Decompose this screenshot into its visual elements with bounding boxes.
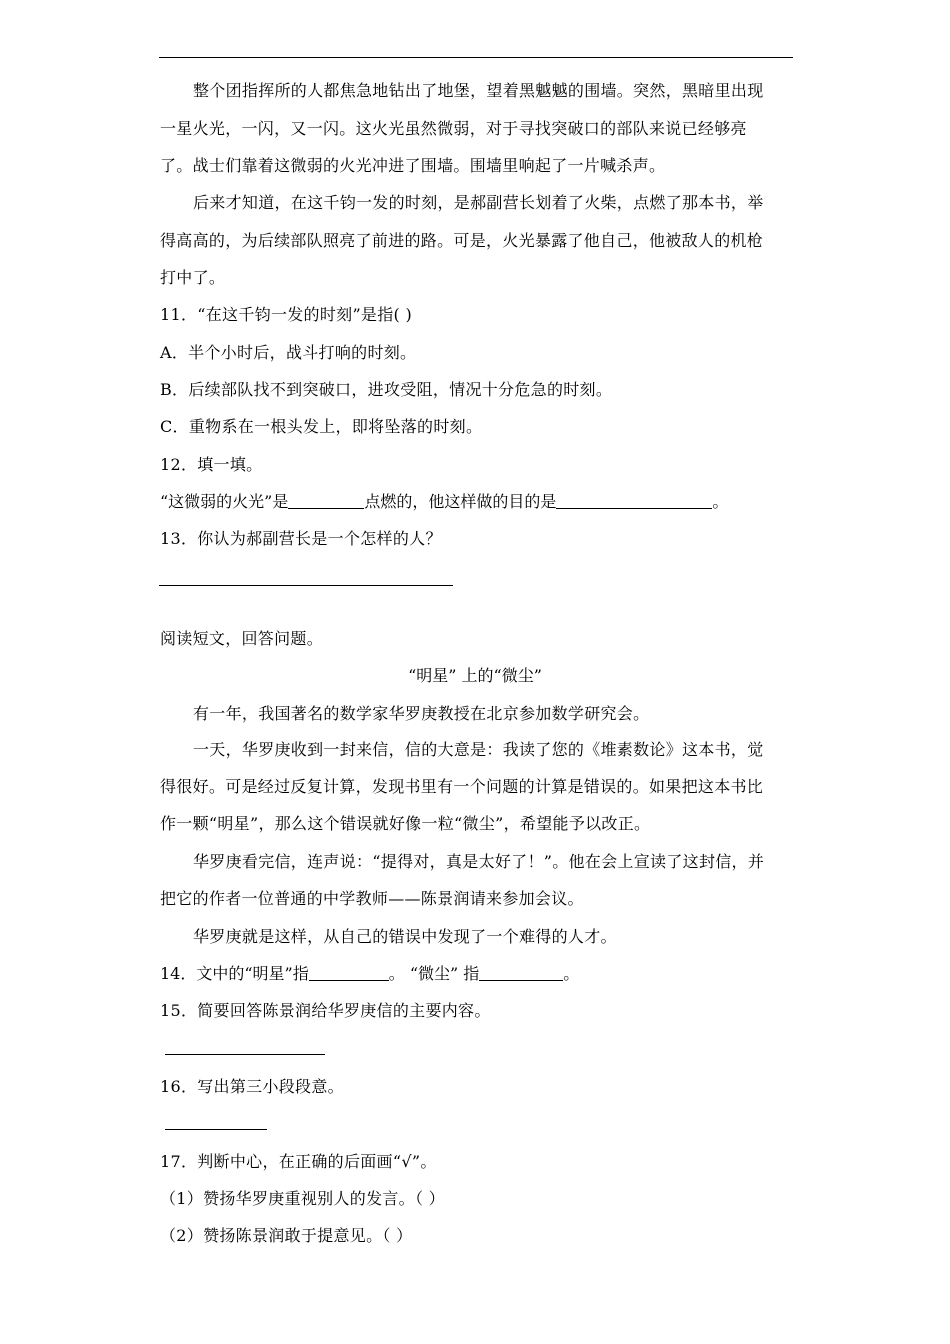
q17-item-1[interactable]: （1）赞扬华罗庚重视别人的发言。（ ） (160, 1189, 445, 1208)
article-title: “明星” 上的“微尘” (408, 666, 542, 685)
article-p1-line1: 有一年，我国著名的数学家华罗庚教授在北京参加数学研究会。 (193, 704, 650, 723)
q11-option-b[interactable]: B．后续部队找不到突破口，进攻受阻，情况十分危急的时刻。 (160, 380, 613, 399)
article-p2-line2: 得很好。可是经过反复计算，发现书里有一个问题的计算是错误的。如果把这本书比 (160, 777, 764, 796)
q12-fill-line (160, 490, 728, 514)
passage1-p2-line3: 打中了。 (160, 268, 226, 287)
q12-text-1: “这微弱的火光”是 (160, 492, 289, 511)
article-p3-line2: 把它的作者一位普通的中学教师——陈景润请来参加会议。 (160, 889, 584, 908)
q14-text-1: 14．文中的“明星”指 (160, 964, 309, 983)
q17-item-2[interactable]: （2）赞扬陈景润敢于提意见。（ ） (160, 1226, 413, 1245)
q13-answer-line[interactable] (159, 585, 453, 586)
q12-text-3: 。 (712, 492, 729, 511)
header-rule (159, 57, 793, 58)
q14-fill-line (160, 962, 579, 986)
q14-blank-1[interactable] (309, 964, 389, 981)
q15-stem: 15．简要回答陈景润给华罗庚信的主要内容。 (160, 1001, 491, 1020)
q12-stem: 12．填一填。 (160, 455, 263, 474)
article-p4-line1: 华罗庚就是这样，从自己的错误中发现了一个难得的人才。 (193, 927, 617, 946)
q14-text-3: 。 (563, 964, 580, 983)
passage1-p1-line3: 了。战士们靠着这微弱的火光冲进了围墙。围墙里响起了一片喊杀声。 (160, 156, 666, 175)
q14-blank-2[interactable] (479, 964, 563, 981)
passage1-p1-line1: 整个团指挥所的人都焦急地钻出了地堡，望着黑魆魆的围墙。突然，黑暗里出现 (193, 81, 764, 100)
q11-option-a[interactable]: A．半个小时后，战斗打响的时刻。 (160, 343, 417, 362)
passage1-p2-line1: 后来才知道，在这千钧一发的时刻，是郝副营长划着了火柴，点燃了那本书，举 (193, 193, 764, 212)
q12-text-2: 点燃的，他这样做的目的是 (364, 492, 557, 511)
passage1-p2-line2: 得高高的，为后续部队照亮了前进的路。可是，火光暴露了他自己，他被敌人的机枪 (160, 231, 764, 250)
q11-option-c[interactable]: C．重物系在一根头发上，即将坠落的时刻。 (160, 417, 483, 436)
q16-stem: 16．写出第三小段段意。 (160, 1077, 344, 1096)
q12-blank-1[interactable] (288, 492, 364, 509)
q15-answer-line[interactable] (165, 1054, 325, 1055)
q11-stem: 11．“在这千钧一发的时刻”是指( ) (160, 305, 412, 324)
q13-stem: 13．你认为郝副营长是一个怎样的人？ (160, 529, 442, 548)
article-p3-line1: 华罗庚看完信，连声说：“提得对，真是太好了！”。他在会上宣读了这封信，并 (193, 852, 765, 871)
passage1-p1-line2: 一星火光，一闪，又一闪。这火光虽然微弱，对于寻找突破口的部队来说已经够亮 (160, 119, 747, 138)
section2-intro: 阅读短文，回答问题。 (160, 629, 324, 648)
article-p2-line1: 一天，华罗庚收到一封来信，信的大意是：我读了您的《堆素数论》这本书，觉 (193, 740, 764, 759)
q17-stem: 17．判断中心，在正确的后面画“√”。 (160, 1152, 437, 1171)
q16-answer-line[interactable] (165, 1129, 267, 1130)
q12-blank-2[interactable] (556, 492, 712, 509)
article-p2-line3: 作一颗“明星”，那么这个错误就好像一粒“微尘”，希望能予以改正。 (160, 814, 651, 833)
q14-text-2: 。 “微尘” 指 (388, 964, 480, 983)
